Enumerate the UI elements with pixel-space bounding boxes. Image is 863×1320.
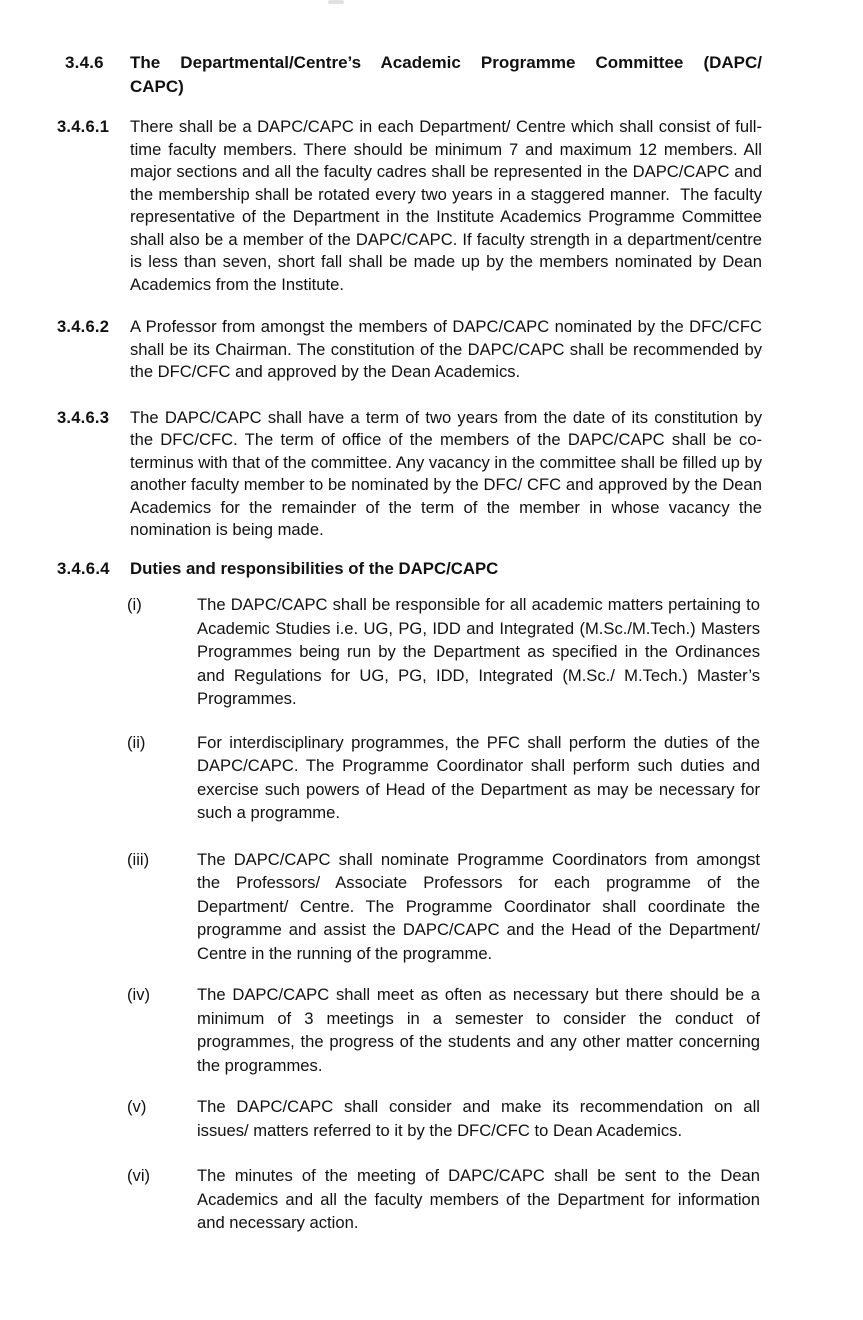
list-item-text: For interdisciplinary programmes, the PFC shall perform the duties of the DAPC/CAPC. The Programme Coordinator shall perform such duties and exercise such powers of Head of the Department as may be necessary for such a programme.: [197, 732, 760, 822]
list-marker: (vi): [127, 1166, 151, 1185]
list-item-text: The DAPC/CAPC shall meet as often as necessary but there should be a minimum of 3 meetings in a semester to consider the conduct of programmes, the progress of the students and any other matter concerning the programmes.: [197, 985, 760, 1075]
list-item-v: [127, 1095, 760, 1142]
paragraph-3-4-6-2: [57, 316, 762, 384]
paragraph-3-4-6-3: [57, 407, 762, 542]
list-marker: (iv): [127, 985, 151, 1004]
section-heading-3-4-6: [65, 51, 762, 99]
paragraph-number: 3.4.6.3: [57, 407, 110, 427]
list-item-iv: [127, 983, 760, 1077]
paragraph-text: The DAPC/CAPC shall have a term of two years from the date of its constitution by the DFC/CFC. The term of office of the members of the DAPC/CAPC shall be co-terminus with that of the committee. Any vacancy in the committee shall be filled up by another faculty member to be nominated by the DFC/ CFC and approved by the Dean Academics for the remainder of the term of the member in whose vacancy the nomination is being made.: [130, 407, 762, 539]
list-item-text: The DAPC/CAPC shall nominate Programme Coordinators from amongst the Professors/ Associate Professors for each programme of the Department/ Centre. The Programme Coordinator shall coordinate the programme and assist the DAPC/CAPC and the Head of the Department/ Centre in the running of the programme.: [197, 849, 760, 963]
scan-artifact: [328, 0, 344, 4]
paragraph-text: A Professor from amongst the members of DAPC/CAPC nominated by the DFC/CFC shall be its Chairman. The constitution of the DAPC/CAPC shall be recommended by the DFC/CFC and approved by the Dean Academics.: [130, 317, 762, 381]
list-marker: (i): [127, 595, 142, 614]
list-marker: (ii): [127, 732, 146, 752]
list-item-vi: [127, 1164, 760, 1235]
list-item-text: The minutes of the meeting of DAPC/CAPC shall be sent to the Dean Academics and all the faculty members of the Department for information and necessary action.: [197, 1166, 760, 1232]
list-item-i: [127, 593, 760, 711]
list-item-iii: [127, 848, 760, 966]
section-heading-line1: The Departmental/Centre’s Academic Programme Committee (DAPC/: [130, 53, 762, 72]
paragraph-number: 3.4.6.1: [57, 117, 110, 136]
list-item-ii: [127, 731, 760, 825]
list-item-text: The DAPC/CAPC shall consider and make its recommendation on all issues/ matters referred to it by the DFC/CFC to Dean Academics.: [197, 1097, 760, 1140]
paragraph-3-4-6-1: [57, 116, 762, 296]
list-item-text: The DAPC/CAPC shall be responsible for all academic matters pertaining to Academic Studies i.e. UG, PG, IDD and Integrated (M.Sc./M.Tech.) Masters Programmes being run by the Department as specified in the Ordinances and Regulations for UG, PG, IDD, Integrated (M.Sc./ M.Tech.) Master’s Programmes.: [197, 595, 760, 708]
document-content: [57, 51, 762, 1235]
section-number: 3.4.6: [65, 53, 104, 72]
section-heading-3-4-6-4: [57, 558, 762, 581]
section-heading-text: Duties and responsibilities of the DAPC/CAPC: [130, 558, 499, 578]
paragraph-number: 3.4.6.2: [57, 317, 110, 336]
list-marker: (iii): [127, 849, 150, 869]
list-marker: (v): [127, 1097, 147, 1116]
section-heading-line2: CAPC): [130, 77, 184, 96]
section-number: 3.4.6.4: [57, 558, 110, 578]
paragraph-text: There shall be a DAPC/CAPC in each Department/ Centre which shall consist of full-time faculty members. There should be minimum 7 and maximum 12 members. All major sections and all the faculty cadres shall be represented in the DAPC/CAPC and the membership shall be rotated every two years in a staggered manner. The faculty representative of the Department in the Institute Academics Programme Committee shall also be a member of the DAPC/CAPC. If faculty strength in a department/centre is less than seven, short fall shall be made up by the members nominated by Dean Academics from the Institute.: [130, 117, 762, 294]
